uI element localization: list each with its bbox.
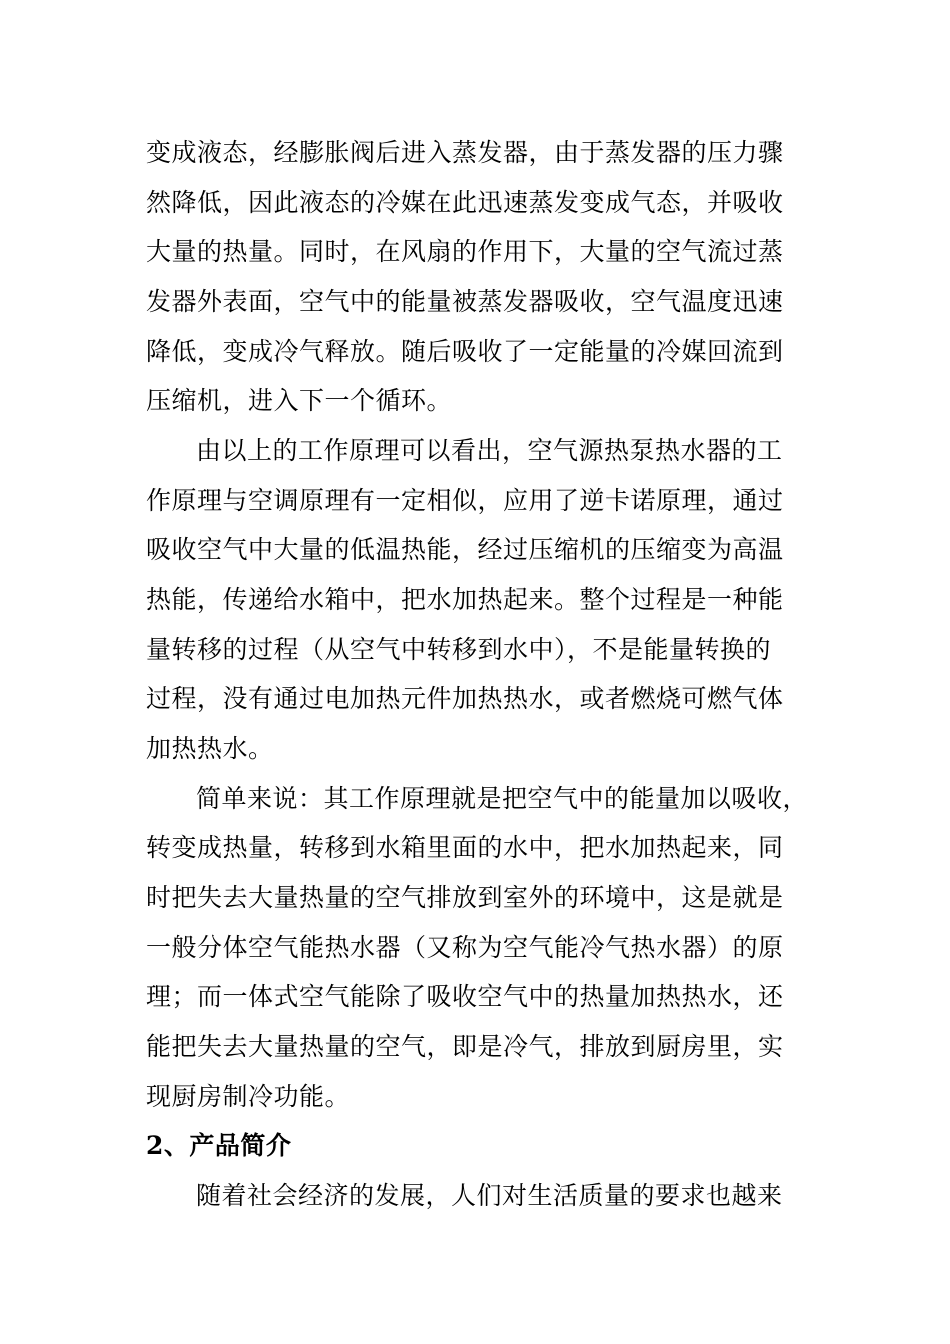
paragraph-2-line-6: 过程，没有通过电加热元件加热热水，或者燃烧可燃气体 (146, 684, 784, 713)
paragraph-2-line-4: 热能，传递给水箱中，把水加热起来。整个过程是一种能 (146, 585, 784, 614)
paragraph-1-line-2: 然降低，因此液态的冷媒在此迅速蒸发变成气态，并吸收 (146, 188, 784, 217)
paragraph-4-line-1: 随着社会经济的发展，人们对生活质量的要求也越来 (196, 1181, 783, 1210)
section-heading: 2、产品简介 (146, 1131, 292, 1160)
paragraph-2-line-2: 作原理与空调原理有一定相似，应用了逆卡诺原理，通过 (146, 486, 784, 515)
paragraph-2-line-1: 由以上的工作原理可以看出，空气源热泵热水器的工 (196, 436, 783, 465)
paragraph-1-line-3: 大量的热量。同时，在风扇的作用下，大量的空气流过蒸 (146, 237, 784, 266)
paragraph-3-line-1: 简单来说：其工作原理就是把空气中的能量加以吸收， (196, 784, 809, 813)
paragraph-2-line-5: 量转移的过程（从空气中转移到水中），不是能量转换的 (146, 635, 772, 664)
paragraph-3-line-3: 时把失去大量热量的空气排放到室外的环境中，这是就是 (146, 883, 784, 912)
paragraph-1-line-6: 压缩机，进入下一个循环。 (146, 386, 453, 415)
paragraph-3-line-6: 能把失去大量热量的空气，即是冷气，排放到厨房里，实 (146, 1032, 784, 1061)
paragraph-3-line-4: 一般分体空气能热水器（又称为空气能冷气热水器）的原 (146, 933, 784, 962)
paragraph-2-line-7: 加热热水。 (146, 734, 274, 763)
paragraph-1-line-5: 降低，变成冷气释放。随后吸收了一定能量的冷媒回流到 (146, 337, 784, 366)
paragraph-3-line-2: 转变成热量，转移到水箱里面的水中，把水加热起来，同 (146, 833, 784, 862)
paragraph-3-line-7: 现厨房制冷功能。 (146, 1082, 351, 1111)
paragraph-1-line-4: 发器外表面，空气中的能量被蒸发器吸收，空气温度迅速 (146, 287, 784, 316)
paragraph-2-line-3: 吸收空气中大量的低温热能，经过压缩机的压缩变为高温 (146, 535, 784, 564)
paragraph-3-line-5: 理；而一体式空气能除了吸收空气中的热量加热热水，还 (146, 982, 784, 1011)
paragraph-1-line-1: 变成液态，经膨胀阀后进入蒸发器，由于蒸发器的压力骤 (146, 138, 784, 167)
